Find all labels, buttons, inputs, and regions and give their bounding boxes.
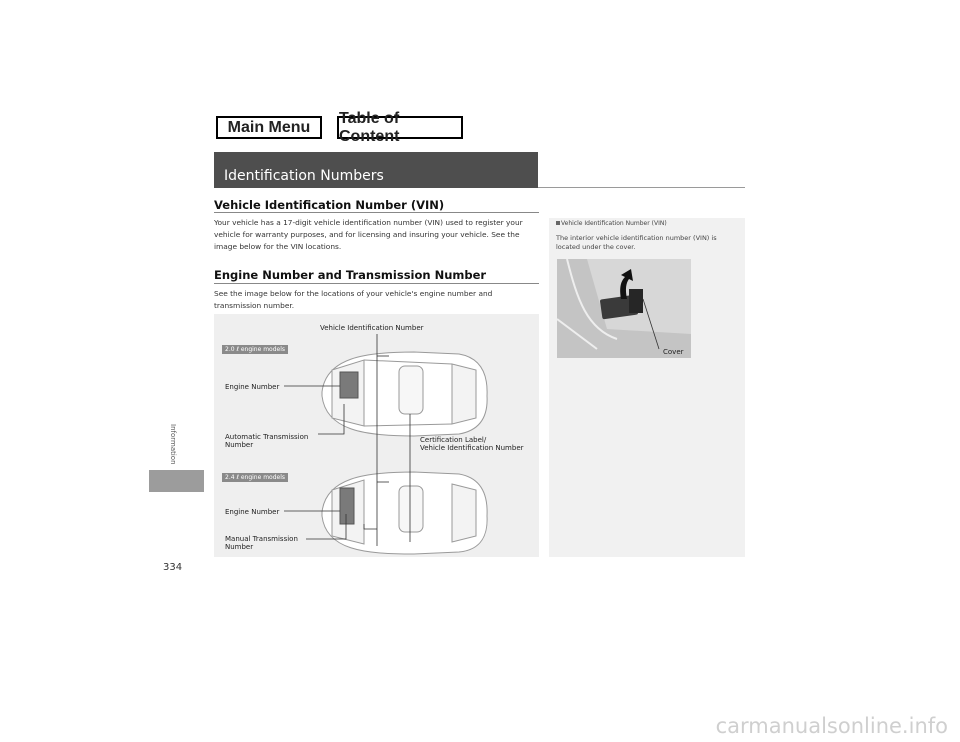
text-line: Your vehicle has a 17-digit vehicle identification number (VIN) used to register your xyxy=(214,218,523,227)
label-line: Vehicle Identification Number xyxy=(420,444,524,452)
label-line: Manual Transmission xyxy=(225,535,298,543)
section-heading-vin: Vehicle Identification Number (VIN) xyxy=(214,198,445,212)
label-vin: Vehicle Identification Number xyxy=(320,324,424,332)
label-cover: Cover xyxy=(663,348,684,356)
side-note-heading xyxy=(556,220,667,227)
label-line: Certification Label/ xyxy=(420,436,487,444)
page-number: 334 xyxy=(163,562,183,573)
text-line: transmission number. xyxy=(214,301,295,310)
side-note-text xyxy=(556,234,736,252)
label-line: Number xyxy=(225,543,254,551)
label-line: Number xyxy=(225,441,254,449)
side-tab-label: Information xyxy=(169,424,177,465)
vin-cover-illustration-icon xyxy=(557,259,691,358)
title-rule xyxy=(538,187,745,188)
text-line: See the image below for the locations of your vehicle's engine number and xyxy=(214,289,493,298)
side-note-heading-text: Vehicle Identification Number (VIN) xyxy=(561,220,667,227)
text-line: The interior vehicle identification number (VIN) is xyxy=(556,234,717,242)
text-line: image below for the VIN locations. xyxy=(214,242,342,251)
car-top-view-icon xyxy=(322,352,487,436)
section-tab xyxy=(149,470,204,492)
badge-2-4-engine: 2.4 ℓ engine models xyxy=(222,473,288,482)
section-rule xyxy=(214,283,539,284)
section-heading-engine: Engine Number and Transmission Number xyxy=(214,268,487,282)
badge-2-0-engine: 2.0 ℓ engine models xyxy=(222,345,288,354)
main-menu-button[interactable]: Main Menu xyxy=(216,116,322,139)
vin-cover-photo xyxy=(557,259,691,358)
note-marker-icon xyxy=(556,221,560,225)
text-line: vehicle for warranty purposes, and for licensing and insuring your vehicle. See the xyxy=(214,230,520,239)
section-rule xyxy=(214,212,539,213)
label-line: Automatic Transmission xyxy=(225,433,309,441)
car-top-view-icon xyxy=(322,472,487,554)
vin-location-diagram xyxy=(214,314,539,557)
section-body-engine xyxy=(214,288,544,312)
label-automatic-transmission xyxy=(225,433,308,449)
label-engine-number-bottom: Engine Number xyxy=(225,508,280,516)
label-manual-transmission xyxy=(225,535,298,551)
page-title: Identification Numbers xyxy=(224,168,384,184)
section-body-vin xyxy=(214,217,544,253)
label-engine-number-top: Engine Number xyxy=(225,383,280,391)
text-line: located under the cover. xyxy=(556,243,636,251)
table-of-contents-button[interactable]: Table of Content xyxy=(337,116,463,139)
label-certification xyxy=(420,436,524,452)
watermark: carmanualsonline.info xyxy=(715,714,948,738)
